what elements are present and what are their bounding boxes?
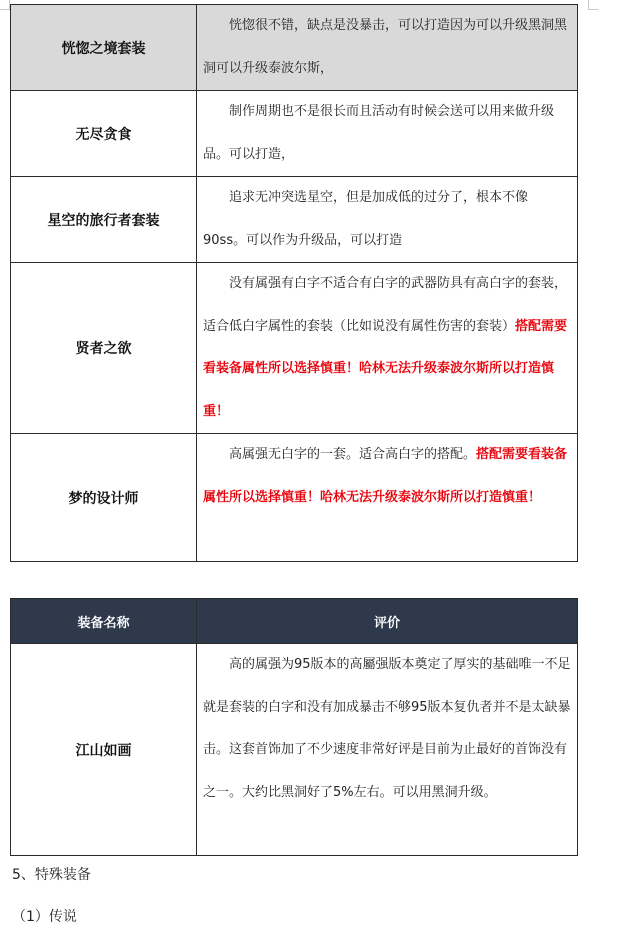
- table-row: [11, 644, 578, 856]
- equipment-review: [197, 644, 578, 856]
- equipment-name: 贤者之欲: [11, 263, 197, 434]
- equipment-name: 无尽贪食: [11, 91, 197, 177]
- equipment-review: [197, 177, 578, 263]
- warning-text: 搭配需要看装备属性所以选择慎重！哈林无法升级泰波尔斯所以打造慎重！: [203, 318, 568, 419]
- equipment-review: [197, 263, 578, 434]
- page-corner-mark-right: [588, 0, 598, 10]
- review-text: 制作周期也不是很长而且活动有时候会送可以用来做升级品。可以打造，: [203, 104, 555, 162]
- equipment-name: 恍惚之境套装: [11, 5, 197, 91]
- equipment-review: [197, 5, 578, 91]
- equipment-name: 星空的旅行者套装: [11, 177, 197, 263]
- equipment-review: [197, 434, 578, 562]
- review-text: 恍惚很不错，缺点是没暴击，可以打造因为可以升级黑洞黑洞可以升级泰波尔斯，: [203, 18, 568, 76]
- review-text: 高的属强为95版本的高屬强版本奠定了厚实的基础唯一不足就是套装的白字和没有加成暴击不够95版本复仇者并不是太缺暴击。这套首饰加了不少速度非常好评是目前为止最好的首饰没有之一。大约比黑洞好了5%左右。可以用黑洞升级。: [203, 657, 571, 800]
- table-header-row: [11, 599, 578, 644]
- equipment-review-table-2: [10, 598, 578, 856]
- equipment-review: [197, 91, 578, 177]
- table-row: [11, 177, 578, 263]
- equipment-name: 江山如画: [11, 644, 197, 856]
- equipment-review-table-1: [10, 4, 578, 562]
- review-text: 没有属强有白字不适合有白字的武器防具有高白字的套装，适合低白字属性的套装（比如说没有属性伤害的套装）: [203, 276, 568, 334]
- warning-text: 搭配需要看装备属性所以选择慎重！哈林无法升级泰波尔斯所以打造慎重！: [203, 447, 568, 505]
- table-row: [11, 5, 578, 91]
- sub-heading: （1）传说: [12, 909, 77, 925]
- table-row: [11, 91, 578, 177]
- header-review: 评价: [197, 599, 578, 644]
- section-heading: 5、特殊装备: [12, 867, 91, 883]
- table-row: [11, 434, 578, 562]
- table-row: [11, 263, 578, 434]
- equipment-name: 梦的设计师: [11, 434, 197, 562]
- page-corner-mark-left: [0, 0, 10, 10]
- header-equipment-name: 装备名称: [11, 599, 197, 644]
- review-text: 高属强无白字的一套。适合高白字的搭配。: [229, 447, 477, 462]
- review-text: 追求无冲突选星空，但是加成低的过分了，根本不像90ss。可以作为升级品，可以打造: [203, 190, 529, 248]
